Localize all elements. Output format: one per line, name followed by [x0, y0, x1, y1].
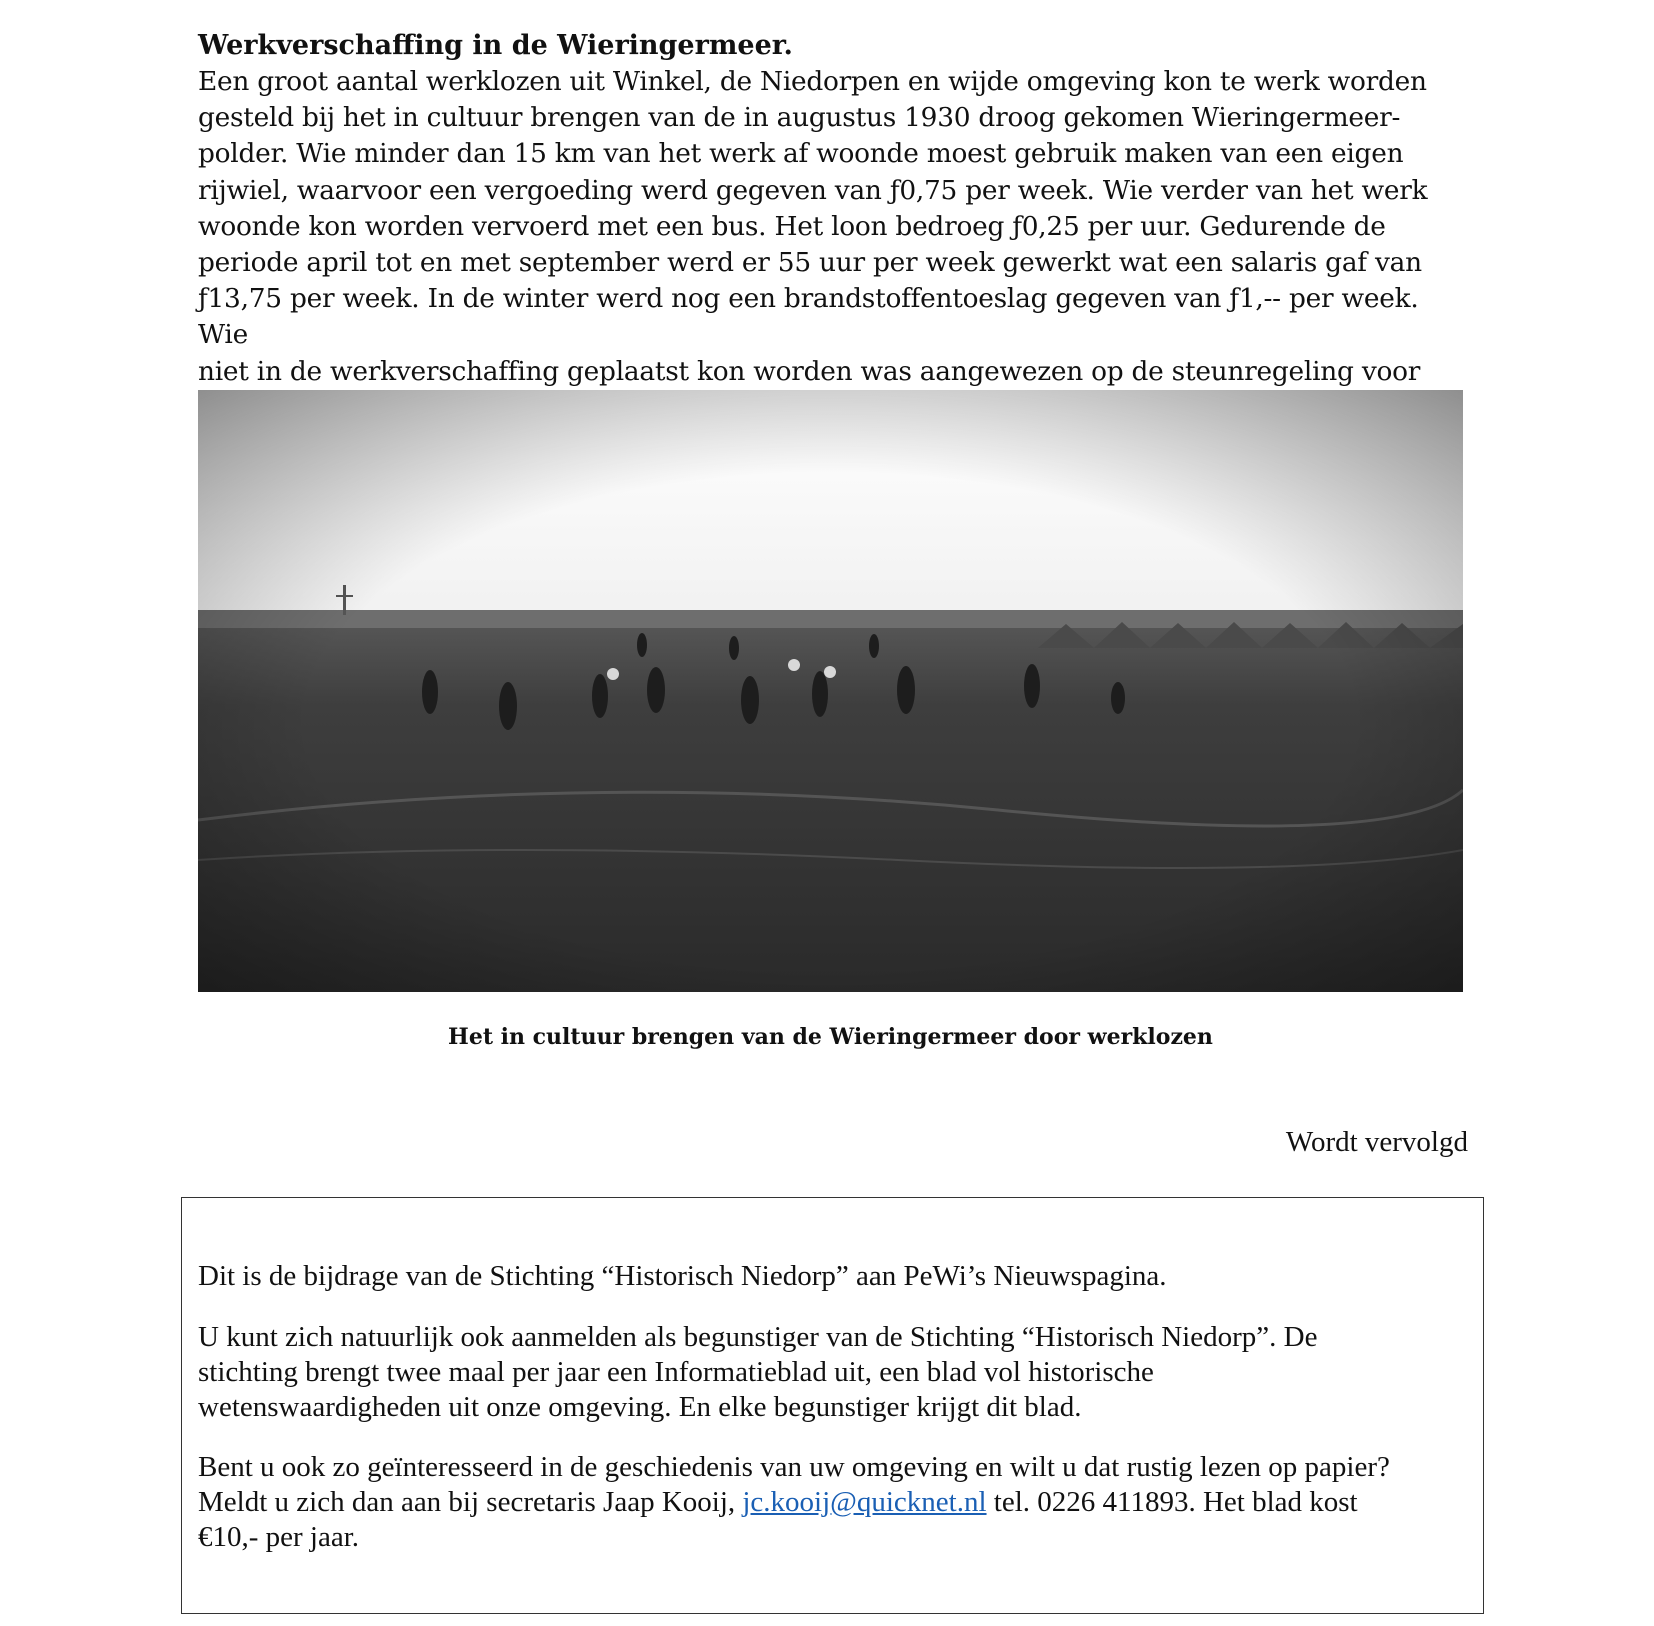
box-line: Meldt u zich dan aan bij secretaris Jaap Kooij,	[198, 1486, 743, 1518]
body-line: niet in de werkverschaffing geplaatst kon worden was aangewezen op de steunregeling voor	[198, 355, 1421, 387]
foundation-info-box	[181, 1197, 1484, 1614]
article-body	[198, 64, 1468, 426]
box-paragraph-1: Dit is de bijdrage van de Stichting “Historisch Niedorp” aan PeWi’s Nieuwspagina.	[198, 1260, 1167, 1292]
photo-caption: Het in cultuur brengen van de Wieringermeer door werklozen	[448, 1024, 1213, 1050]
email-link[interactable]: jc.kooij@quicknet.nl	[742, 1486, 987, 1518]
field-workers-photo	[198, 390, 1463, 992]
box-line: stichting brengt twee maal per jaar een Informatieblad uit, een blad vol historische	[198, 1356, 1154, 1388]
article-heading: Werkverschaffing in de Wieringermeer.	[198, 30, 793, 61]
box-paragraph-2	[198, 1320, 1469, 1425]
body-line: Een groot aantal werklozen uit Winkel, de Niedorpen en wijde omgeving kon te werk worden	[198, 66, 1427, 97]
body-line: woonde kon worden vervoerd met een bus. Het loon bedroeg ƒ0,25 per uur. Gedurende de	[198, 210, 1386, 242]
body-line: gesteld bij het in cultuur brengen van de in augustus 1930 droog gekomen Wieringermeer-	[198, 102, 1401, 134]
article	[198, 28, 1468, 426]
box-line: €10,- per jaar.	[198, 1521, 360, 1553]
photo-drawing	[198, 390, 1463, 992]
body-line: ƒ13,75 per week. In de winter werd nog een brandstoffentoeslag gegeven van ƒ1,-- per week. Wie	[198, 283, 1419, 351]
box-line: U kunt zich natuurlijk ook aanmelden als begunstiger van de Stichting “Historisch Niedorp”. De	[198, 1321, 1318, 1353]
box-line: Bent u ook zo geïnteresseerd in de geschiedenis van uw omgeving en wilt u dat rustig lezen op papier?	[198, 1451, 1390, 1483]
box-paragraph-3	[198, 1450, 1469, 1555]
box-line: wetenswaardigheden uit onze omgeving. En elke begunstiger krijgt dit blad.	[198, 1391, 1082, 1423]
box-line: tel. 0226 411893. Het blad kost	[986, 1486, 1358, 1518]
body-line: periode april tot en met september werd er 55 uur per week gewerkt wat een salaris gaf van	[198, 247, 1422, 279]
to-be-continued: Wordt vervolgd	[1285, 1126, 1468, 1158]
body-line: polder. Wie minder dan 15 km van het werk af woonde moest gebruik maken van een eigen	[198, 138, 1404, 170]
body-line: rijwiel, waarvoor een vergoeding werd gegeven van ƒ0,75 per week. Wie verder van het werk	[198, 174, 1428, 206]
